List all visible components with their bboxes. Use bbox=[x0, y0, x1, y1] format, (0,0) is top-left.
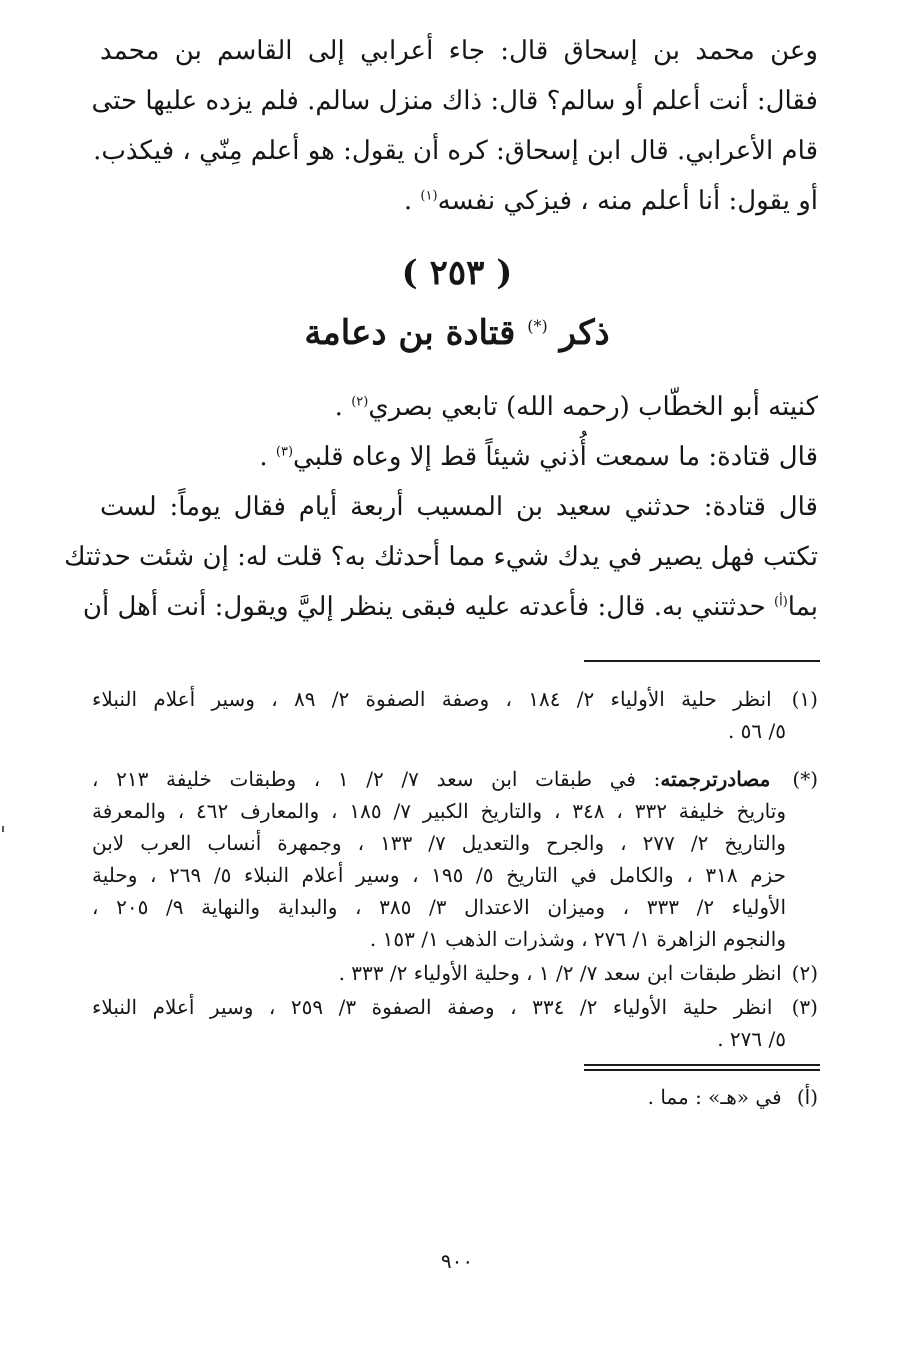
footnote-line: والنجوم الزاهرة ١/ ٢٧٦ ، وشذرات الذهب ١/ ١٥٣ . bbox=[369, 927, 786, 951]
footnote-line bbox=[92, 992, 818, 1022]
text-run: أو يقول: أنا أعلم منه ، فيزكي نفسه bbox=[437, 186, 818, 216]
footnote-label: مصادرترجمته bbox=[660, 767, 771, 791]
text-run: حدثتني به. قال: فأعدته عليه فبقى ينظر إليَّ ويقول: أنت أهل أن bbox=[82, 592, 775, 622]
text-line: تكتب فهل يصير في يدك شيء مما أحدثك به؟ قلت له: إن شئت حدثتك bbox=[64, 542, 818, 572]
footnote-line bbox=[92, 684, 818, 714]
footnote-line: وتاريخ خليفة ٣٣٢ ، ٣٤٨ ، والتاريخ الكبير ٧/ ١٨٥ ، والمعارف ٤٦٢ ، والمعرفة bbox=[92, 799, 786, 823]
footnote-text: انظر طبقات ابن سعد ٧/ ٢/ ١ ، وحلية الأولياء ٢/ ٣٣٣ . bbox=[338, 961, 782, 985]
footnote-text: انظر حلية الأولياء ٢/ ١٨٤ ، وصفة الصفوة ٢/ ٨٩ ، وسير أعلام النبلاء bbox=[92, 687, 772, 711]
section-title bbox=[0, 305, 914, 361]
footnote-number: (*) bbox=[792, 767, 819, 791]
footnote-rule bbox=[584, 660, 820, 662]
footnote-ref: (*) bbox=[527, 316, 548, 336]
footnote-text: انظر حلية الأولياء ٢/ ٣٣٤ ، وصفة الصفوة ٣/ ٢٥٩ ، وسير أعلام النبلاء bbox=[92, 995, 773, 1019]
section-number: ( ٢٥٣ ) bbox=[401, 253, 513, 293]
footnote-line: الأولياء ٢/ ٣٣٣ ، وميزان الاعتدال ٣/ ٣٨٥ ، والبداية والنهاية ٩/ ٢٠٥ ، bbox=[92, 895, 786, 919]
text-line: قال قتادة: حدثني سعيد بن المسيب أربعة أيام فقال يوماً: لست bbox=[100, 492, 818, 522]
footnote-ref: (٢) bbox=[351, 394, 369, 410]
footnote-line bbox=[92, 764, 818, 794]
text-run: . bbox=[403, 186, 421, 216]
footnote-number: (٣) bbox=[791, 995, 818, 1019]
text-line bbox=[100, 432, 818, 482]
text-run: بما bbox=[787, 592, 818, 622]
footnote-line: حزم ٣١٨ ، والكامل في التاريخ ٥/ ١٩٥ ، وسير أعلام النبلاء ٥/ ٢٦٩ ، وحلية bbox=[92, 863, 786, 887]
footnote-text: : في طبقات ابن سعد ٧/ ٢/ ١ ، وطبقات خليفة ٢١٣ ، bbox=[92, 767, 661, 791]
footnote-ref: (أ) bbox=[774, 594, 788, 610]
margin-mark bbox=[2, 826, 4, 832]
footnote-line bbox=[92, 958, 818, 988]
page-number: ٩٠٠ bbox=[440, 1249, 474, 1273]
footnote-number: (٢) bbox=[791, 961, 818, 985]
footnote-ref: (٣) bbox=[275, 444, 294, 460]
footnote-ref: (١) bbox=[420, 188, 438, 204]
text-run: قال قتادة: ما سمعت أُذني شيئاً قط إلا وعاه قلبي bbox=[293, 442, 818, 472]
text-line bbox=[100, 382, 818, 432]
double-rule-top bbox=[584, 1064, 820, 1066]
footnote-line: ٥/ ٢٧٦ . bbox=[717, 1027, 786, 1051]
footnote-line bbox=[92, 1082, 818, 1112]
footnote-line: والتاريخ ٢/ ٢٧٧ ، والجرح والتعديل ٧/ ١٣٣ ، وجمهرة أنساب العرب لابن bbox=[92, 831, 786, 855]
footnote-text: في «هـ» : مما . bbox=[647, 1085, 782, 1109]
text-line: قام الأعرابي. قال ابن إسحاق: كره أن يقول: هو أعلم مِنّي ، فيكذب. bbox=[93, 136, 818, 166]
section-title-prefix: ذكر bbox=[559, 313, 610, 353]
section-title-name: قتادة بن دعامة bbox=[304, 313, 516, 353]
text-line bbox=[100, 176, 818, 226]
text-line: وعن محمد بن إسحاق قال: جاء أعرابي إلى القاسم بن محمد bbox=[100, 36, 818, 66]
text-run: . bbox=[334, 392, 352, 422]
text-run: كنيته أبو الخطّاب (رحمه الله) تابعي بصري bbox=[368, 392, 818, 422]
double-rule-bottom bbox=[584, 1069, 820, 1071]
text-run: . bbox=[259, 442, 276, 472]
text-line: فقال: أنت أعلم أو سالم؟ قال: ذاك منزل سالم. فلم يزده عليها حتى bbox=[91, 86, 818, 116]
footnote-line: ٥/ ٥٦ . bbox=[727, 719, 786, 743]
footnote-number: (١) bbox=[791, 687, 818, 711]
text-line bbox=[82, 582, 818, 632]
footnote-number: (أ) bbox=[796, 1085, 818, 1109]
